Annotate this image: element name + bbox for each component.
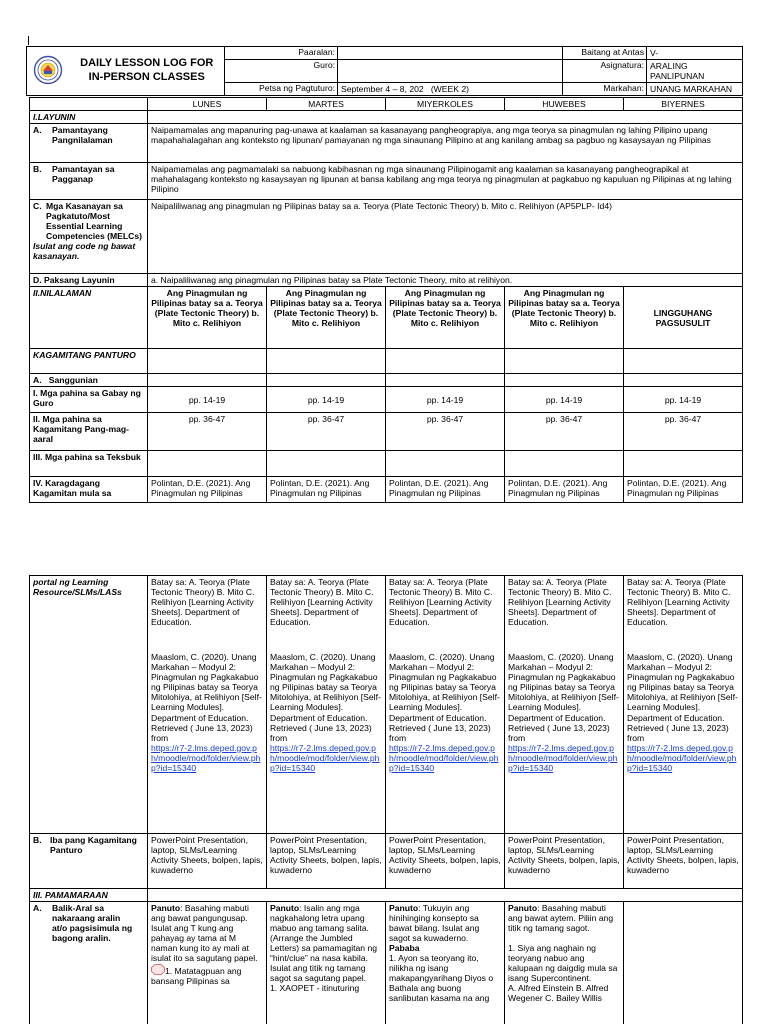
- gabay-label: I. Mga pahina sa Gabay ng Guro: [30, 387, 148, 413]
- huwebes-item-1: 1. Siya ang naghain ng teoryang nabuo ang kalupaan ng daigdig mula sa isang Supercontinent.: [508, 943, 618, 984]
- markahan-value: UNANG MARKAHAN: [647, 83, 743, 96]
- iba-text-martes: PowerPoint Presentation, laptop, SLMs/Learning Activity Sheets, bolpen, lapis, kuwaderno: [267, 834, 386, 889]
- ref-part2: Batay sa: A. Teorya (Plate Tectonic Theory) B. Mito C. Relihiyon [Learning Activity Sheets]. Department of Education.: [151, 577, 255, 628]
- balik-aral-lunes: [148, 902, 267, 1024]
- paaralan-value: [338, 47, 563, 60]
- nilalaman-huwebes: Ang Pinagmulan ng Pilipinas batay sa a. Teorya (Plate Tectonic Theory) b. Mito c. Relihiyon: [505, 287, 624, 349]
- day-header-blank: [30, 98, 148, 111]
- paksang-text: a. Naipaliliwanag ang pinagmulan ng Pilipinas batay sa Plate Tectonic Theory, mito at relihiyon.: [148, 274, 743, 287]
- panuto-text: : Basahing mabuti ang bawat aytem. Piliin ang titik ng tamang sagot.: [508, 903, 614, 934]
- petsa-label: Petsa ng Pagtuturo:: [225, 83, 338, 96]
- day-biyernes: BIYERNES: [624, 98, 743, 111]
- baitang-value: V-: [647, 47, 743, 60]
- pamantayang-num: A.: [33, 125, 42, 136]
- iba-text-biyernes: PowerPoint Presentation, laptop, SLMs/Learning Activity Sheets, bolpen, lapis, kuwaderno: [624, 834, 743, 889]
- pagganap-label-cell: [30, 163, 148, 200]
- header-table: [26, 46, 743, 96]
- melc-note: Isulat ang code ng bawat kasanayan.: [33, 241, 136, 262]
- martes-item-1: 1. XAOPET - itinuturing: [270, 983, 360, 994]
- melc-text: Naipaliliwanag ang pinagmulan ng Pilipinas batay sa a. Teorya (Plate Tectonic Theory) b. Mito c. Relihiyon (AP5PLP- Id4): [148, 200, 743, 274]
- ref-part2: Batay sa: A. Teorya (Plate Tectonic Theory) B. Mito C. Relihiyon [Learning Activity Sheets]. Department of Education.: [270, 577, 374, 628]
- pamamaraan-heading: III. PAMAMARAAN: [30, 889, 148, 902]
- ref-part1-martes: Polintan, D.E. (2021). Ang Pinagmulan ng Pilipinas: [267, 477, 386, 503]
- asignatura-value: ARALING PANLIPUNAN: [647, 60, 743, 83]
- ref-link[interactable]: https://r7-2.lms.deped.gov.ph/moodle/mod/folder/view.php?id=15340: [151, 742, 261, 773]
- teksbuk-label: III. Mga pahina sa Teksbuk: [30, 451, 148, 477]
- nilalaman-lunes: Ang Pinagmulan ng Pilipinas batay sa a. Teorya (Plate Tectonic Theory) b. Mito c. Relihiyon: [148, 287, 267, 349]
- karagdagang-label-cont: portal ng Learning Resource/SLMs/LASs: [30, 576, 148, 834]
- karagdagang-label: IV. Karagdagang Kagamitan mula sa: [30, 477, 148, 503]
- ref-cell-huwebes: [505, 576, 624, 834]
- iba-label-cell: [30, 834, 148, 889]
- references-row: [30, 576, 743, 834]
- iba-text-miyerkoles: PowerPoint Presentation, laptop, SLMs/Learning Activity Sheets, bolpen, lapis, kuwaderno: [386, 834, 505, 889]
- kagamitan-pages-biyernes: pp. 36-47: [624, 413, 743, 451]
- iba-num: B.: [33, 835, 42, 845]
- nilalaman-heading: II.NILALAMAN: [30, 287, 148, 349]
- ref-part2: Batay sa: A. Teorya (Plate Tectonic Theory) B. Mito C. Relihiyon [Learning Activity Sheets]. Department of Education.: [508, 577, 612, 628]
- melc-label-cell: [30, 200, 148, 274]
- melc-num: C.: [33, 201, 42, 212]
- ref-cell-biyernes: [624, 576, 743, 834]
- kagamitan-pages-huwebes: pp. 36-47: [505, 413, 624, 451]
- panuto-label: Panuto: [508, 903, 538, 914]
- ref-part3: Maaslom, C. (2020). Unang Markahan – Modyul 2: Pinagmulan ng Pagkakabuo ng Pilipinas batay sa Teorya Mitolohiya, at Relihiyon [Self-Learning Modules]. Department of Education. Retrieved ( June 13, 2023) from: [389, 652, 500, 743]
- gabay-pages-martes: pp. 14-19: [267, 387, 386, 413]
- day-martes: MARTES: [267, 98, 386, 111]
- iba-text-huwebes: PowerPoint Presentation, laptop, SLMs/Learning Activity Sheets, bolpen, lapis, kuwaderno: [505, 834, 624, 889]
- ref-part3: Maaslom, C. (2020). Unang Markahan – Modyul 2: Pinagmulan ng Pagkakabuo ng Pilipinas batay sa Teorya Mitolohiya, at Relihiyon [Self-Learning Modules]. Department of Education. Retrieved ( June 13, 2023) from: [508, 652, 619, 743]
- ref-part1-lunes: Polintan, D.E. (2021). Ang Pinagmulan ng Pilipinas: [148, 477, 267, 503]
- ref-link[interactable]: https://r7-2.lms.deped.gov.ph/moodle/mod/folder/view.php?id=15340: [389, 742, 499, 773]
- pamamaraan-blank: [148, 889, 743, 902]
- paksang-label: D. Paksang Layunin: [30, 274, 148, 287]
- pamantayang-label-cell: [30, 124, 148, 163]
- balik-aral-huwebes: [505, 902, 624, 1024]
- ref-link[interactable]: https://r7-2.lms.deped.gov.ph/moodle/mod/folder/view.php?id=15340: [508, 742, 618, 773]
- day-huwebes: HUWEBES: [505, 98, 624, 111]
- ref-part3: Maaslom, C. (2020). Unang Markahan – Modyul 2: Pinagmulan ng Pagkakabuo ng Pilipinas batay sa Teorya Mitolohiya, at Relihiyon [Self-Learning Modules]. Department of Education. Retrieved ( June 13, 2023) from: [270, 652, 381, 743]
- ref-cell-lunes: [148, 576, 267, 834]
- melc-label: Mga Kasanayan sa Pagkatuto/Most Essential Learning Competencies (MELCs): [46, 201, 142, 242]
- ref-part1-biyernes: Polintan, D.E. (2021). Ang Pinagmulan ng Pilipinas: [624, 477, 743, 503]
- kagamitan-pages-martes: pp. 36-47: [267, 413, 386, 451]
- panuto-label: Panuto: [389, 903, 419, 914]
- ref-part1-huwebes: Polintan, D.E. (2021). Ang Pinagmulan ng Pilipinas: [505, 477, 624, 503]
- ref-part3: Maaslom, C. (2020). Unang Markahan – Modyul 2: Pinagmulan ng Pagkakabuo ng Pilipinas batay sa Teorya Mitolohiya, at Relihiyon [Self-Learning Modules]. Department of Education. Retrieved ( June 13, 2023) from: [627, 652, 738, 743]
- ref-link[interactable]: https://r7-2.lms.deped.gov.ph/moodle/mod/folder/view.php?id=15340: [270, 742, 380, 773]
- lesson-table-page1: [29, 97, 743, 503]
- header-title-line1: DAILY LESSON LOG FOR: [80, 57, 214, 70]
- asignatura-label: Asignatura:: [563, 60, 647, 83]
- gabay-pages-biyernes: pp. 14-19: [624, 387, 743, 413]
- miyerkoles-item-1: 1. Ayon sa teoryang ito, nilikha ng isang makapangyarihang Diyos o Bathala ang buong sanlibutan kasama na ang: [389, 953, 494, 1004]
- gabay-pages-miyerkoles: pp. 14-19: [386, 387, 505, 413]
- guro-label: Guro:: [225, 60, 338, 83]
- gabay-pages-lunes: pp. 14-19: [148, 387, 267, 413]
- layunin-blank: [148, 111, 743, 124]
- huwebes-choices: A. Alfred Einstein B. Alfred Wegener C. Bailey Willis: [508, 983, 609, 1004]
- ref-cell-miyerkoles: [386, 576, 505, 834]
- pagganap-num: B.: [33, 164, 42, 175]
- baitang-label: Baitang at Antas: [563, 47, 647, 60]
- ref-cell-martes: [267, 576, 386, 834]
- gabay-pages-huwebes: pp. 14-19: [505, 387, 624, 413]
- pagganap-label: Pamantayan sa Pagganap: [52, 164, 115, 185]
- sanggunian-label: A. Sanggunian: [30, 374, 148, 387]
- header-title: [70, 47, 225, 96]
- ref-part1-miyerkoles: Polintan, D.E. (2021). Ang Pinagmulan ng Pilipinas: [386, 477, 505, 503]
- lunes-item-1: 1. Matatagpuan ang bansang Pilipinas sa: [151, 966, 242, 987]
- nilalaman-biyernes: LINGGUHANG PAGSUSULIT: [624, 287, 743, 349]
- octagon-shape-icon: [151, 964, 165, 975]
- ref-part2: Batay sa: A. Teorya (Plate Tectonic Theory) B. Mito C. Relihiyon [Learning Activity Sheets]. Department of Education.: [389, 577, 493, 628]
- guro-value: [338, 60, 563, 83]
- panuto-label: Panuto: [151, 903, 181, 914]
- panuto-text: : Tukuyin ang hinihinging konsepto sa bawat bilang. Isulat ang sagot sa kuwaderno.: [389, 903, 480, 944]
- pababa-label: Pababa: [389, 943, 420, 954]
- balik-aral-num: A.: [33, 903, 42, 914]
- deped-seal-logo: [33, 55, 63, 85]
- balik-aral-martes: [267, 902, 386, 1024]
- balik-aral-miyerkoles: [386, 902, 505, 1024]
- ref-part2: Batay sa: A. Teorya (Plate Tectonic Theory) B. Mito C. Relihiyon [Learning Activity Sheets]. Department of Education.: [627, 577, 731, 628]
- pagganap-text: Naipamamalas ang pagmamalaki sa nabuong kabihasnan ng mga sinaunang Pilipinogamit ang kaalaman sa kasanayang pangheograpikal at mahahalagang konteksto ng kasaysayan ng lipunan at bansa kabilang ang mga teorya ng pinagmulan at pagkabuo ng kapuluan ng Pilipinas at ng lahing Pilipino: [148, 163, 743, 200]
- petsa-value: September 4 – 8, 202 (WEEK 2): [338, 83, 563, 96]
- nilalaman-miyerkoles: Ang Pinagmulan ng Pilipinas batay sa a. Teorya (Plate Tectonic Theory) b. Mito c. Relihiyon: [386, 287, 505, 349]
- iba-label: Iba pang Kagamitang Panturo: [50, 835, 137, 856]
- iba-text-lunes: PowerPoint Presentation, laptop, SLMs/Learning Activity Sheets, bolpen, lapis, kuwaderno: [148, 834, 267, 889]
- kagamitang-mag-aaral-label: II. Mga pahina sa Kagamitang Pang-mag-aaral: [30, 413, 148, 451]
- lesson-table-page2-wrap: [29, 575, 742, 1024]
- day-header-row: [30, 98, 743, 111]
- header-title-line2: IN-PERSON CLASSES: [88, 71, 205, 84]
- layunin-heading: I.LAYUNIN: [30, 111, 148, 124]
- panuto-label: Panuto: [270, 903, 300, 914]
- panuto-text: : Isalin ang mga nagkahalong letra upang mabuo ang tamang salita. (Arrange the Jumbled Letters) sa pamamagitan ng “hint/clue” na nasa kabila. Isulat ang titik ng tamang sagot sa sagutang papel.: [270, 903, 378, 984]
- paaralan-label: Paaralan:: [225, 47, 338, 60]
- balik-aral-label-cell: [30, 902, 148, 1024]
- pamantayang-text: Naipamamalas ang mapanuring pag-unawa at kaalaman sa kasanayang pangheograpiya, ang mga teorya sa pinagmulan ng lahing Pilipino upang mapahahalagahan ang konteksto ng lipunan/ pamayanan ng mga sinaunang Pilipino at ang kanilang ambag sa pagbuo ng kasaysayan ng Pilipinas: [148, 124, 743, 163]
- day-lunes: LUNES: [148, 98, 267, 111]
- header-box: [26, 46, 742, 95]
- day-miyerkoles: MIYERKOLES: [386, 98, 505, 111]
- logo-cell: [27, 47, 70, 96]
- nilalaman-martes: Ang Pinagmulan ng Pilipinas batay sa a. Teorya (Plate Tectonic Theory) b. Mito c. Relihiyon: [267, 287, 386, 349]
- lesson-table-page1-wrap: [29, 97, 742, 503]
- lesson-table-page2: [29, 575, 743, 1024]
- balik-aral-label: Balik-Aral sa nakaraang aralin at/o pagsisimula ng bagong aralin.: [52, 903, 133, 944]
- panuto-text: : Basahing mabuti ang bawat pangungusap. Isulat ang T kung ang pahayag ay tama at M naman kung ito ay mali at isulat ito sa sagutang papel.: [151, 903, 258, 964]
- kagamitan-pages-lunes: pp. 36-47: [148, 413, 267, 451]
- pamantayang-label: Pamantayang Pangnilalaman: [52, 125, 113, 146]
- ref-part3: Maaslom, C. (2020). Unang Markahan – Modyul 2: Pinagmulan ng Pagkakabuo ng Pilipinas batay sa Teorya Mitolohiya, at Relihiyon [Self-Learning Modules]. Department of Education. Retrieved ( June 13, 2023) from: [151, 652, 262, 743]
- balik-aral-biyernes: [624, 902, 743, 1024]
- margin-mark: [28, 36, 29, 45]
- kagamitan-heading: KAGAMITANG PANTURO: [30, 349, 148, 374]
- kagamitan-pages-miyerkoles: pp. 36-47: [386, 413, 505, 451]
- ref-link[interactable]: https://r7-2.lms.deped.gov.ph/moodle/mod/folder/view.php?id=15340: [627, 742, 737, 773]
- markahan-label: Markahan:: [563, 83, 647, 96]
